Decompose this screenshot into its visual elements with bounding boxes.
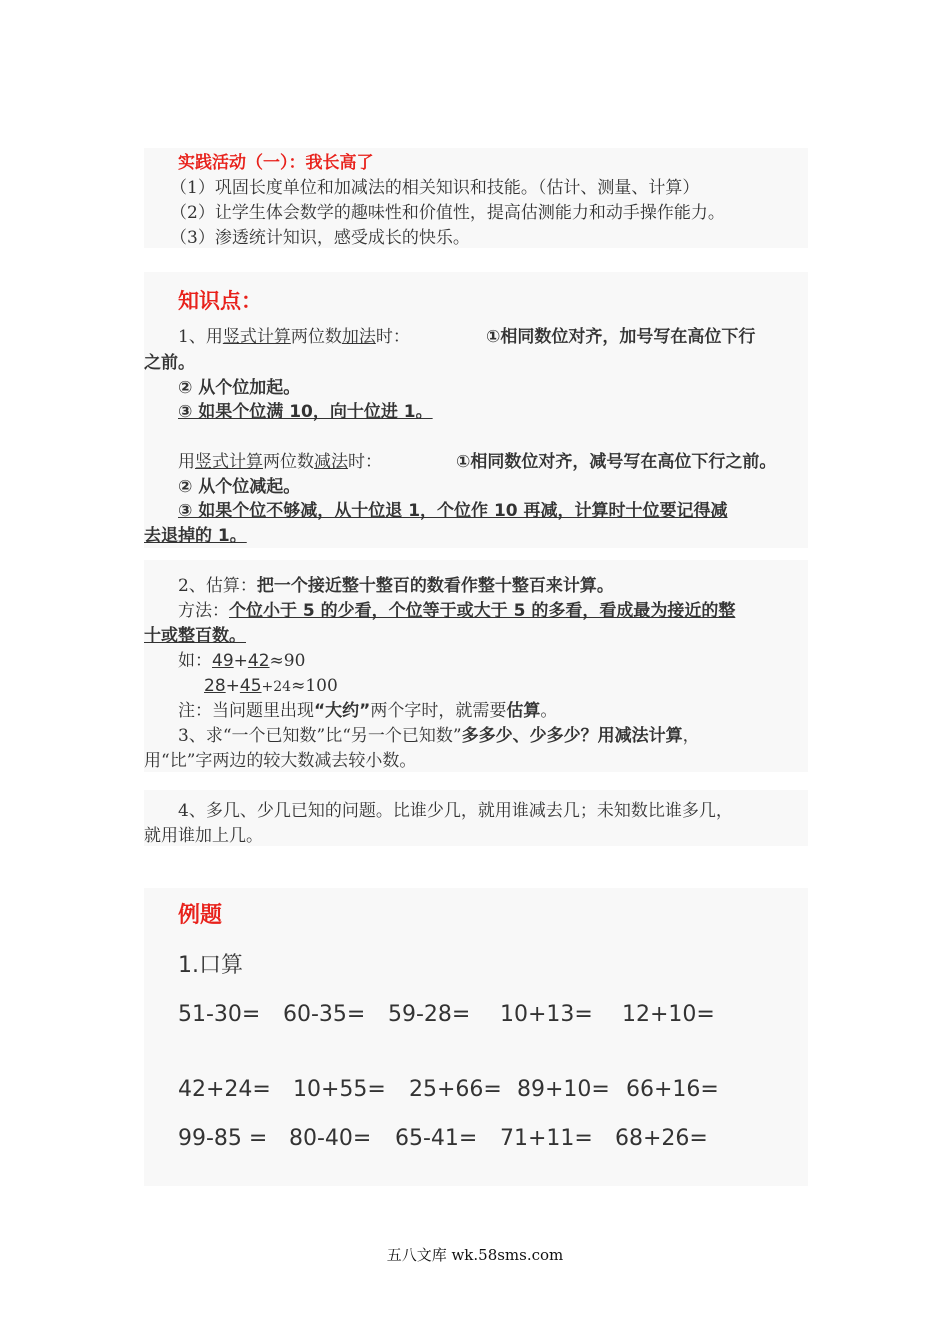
compare-c: ， bbox=[682, 726, 700, 746]
subtraction-rule-3a: ③ 如果个位不够减，从十位退 1，个位作 10 再减，计算时十位要记得减 bbox=[178, 501, 728, 521]
subtraction-rule-2: ② 从个位减起。 bbox=[178, 477, 301, 497]
example-2-op: + bbox=[225, 676, 240, 696]
problem-r2-c4: 89+10= bbox=[517, 1077, 610, 1102]
subtraction-intro-u2: 减法 bbox=[314, 452, 348, 472]
example-2-n1: 28 bbox=[204, 676, 226, 696]
problem-r3-c5: 68+26= bbox=[615, 1126, 708, 1151]
addition-rule-2: ② 从个位加起。 bbox=[178, 378, 301, 398]
problem-r1-c2: 60-35= bbox=[283, 1002, 366, 1027]
estimation-note bbox=[178, 699, 557, 723]
addition-intro-c: 时： bbox=[375, 327, 410, 347]
more-less-rule-cont: 就用谁加上几。 bbox=[144, 826, 263, 846]
addition-rule-1a: ①相同数位对齐，加号写在高位下行 bbox=[486, 327, 756, 347]
compare-b: 多多少、少多少？用减法计算 bbox=[461, 726, 683, 746]
activity-goal-3: （3）渗透统计知识，感受成长的快乐。 bbox=[170, 228, 470, 248]
activity-goal-2: （2）让学生体会数学的趣味性和价值性，提高估测能力和动手操作能力。 bbox=[170, 203, 725, 223]
addition-rule-1b: 之前。 bbox=[144, 353, 195, 373]
example-1-result: ≈90 bbox=[269, 651, 306, 671]
estimation-intro bbox=[178, 574, 614, 598]
more-less-rule: 4、多几、少几已知的问题。比谁少几，就用谁减去几；未知数比谁多几， bbox=[178, 801, 733, 821]
problem-r3-c1: 99-85 = bbox=[178, 1126, 268, 1151]
estimation-method bbox=[178, 599, 735, 623]
compare-rule bbox=[178, 724, 700, 748]
knowledge-title: 知识点： bbox=[178, 289, 262, 313]
activity-title: 实践活动（一）：我长高了 bbox=[178, 153, 374, 173]
problem-r2-c2: 10+55= bbox=[293, 1077, 386, 1102]
example-label: 如： bbox=[178, 651, 212, 671]
example-1-op: + bbox=[233, 651, 248, 671]
estimation-definition: 把一个接近整十整百的数看作整十整百来计算。 bbox=[256, 576, 614, 596]
example-2-n3: +24 bbox=[261, 679, 292, 695]
example-1-n2: 42 bbox=[247, 651, 270, 671]
footer-watermark: 五八文库 wk.58sms.com bbox=[386, 1246, 564, 1264]
subtraction-intro-c: 时： bbox=[348, 452, 382, 472]
estimation-method-text: 个位小于 5 的少看，个位等于或大于 5 的多看，看成最为接近的整 bbox=[229, 601, 736, 621]
problem-r1-c3: 59-28= bbox=[388, 1002, 471, 1027]
compare-rule-cont: 用“比”字两边的较大数减去较小数。 bbox=[144, 751, 417, 771]
estimation-method-cont: 十或整百数。 bbox=[144, 626, 246, 646]
subtraction-intro-u1: 竖式计算 bbox=[195, 452, 263, 472]
compare-a: 3、求“一个已知数”比“另一个已知数” bbox=[178, 726, 462, 746]
estimation-example-2 bbox=[204, 674, 338, 699]
addition-rule-3: ③ 如果个位满 10，向十位进 1。 bbox=[178, 402, 433, 422]
problem-r3-c3: 65-41= bbox=[395, 1126, 478, 1151]
note-b: “大约” bbox=[314, 701, 371, 721]
note-a: 注：当问题里出现 bbox=[178, 701, 314, 721]
problem-r1-c1: 51-30= bbox=[178, 1002, 261, 1027]
activity-goal-1: （1）巩固长度单位和加减法的相关知识和技能。（估计、测量、计算） bbox=[170, 178, 700, 198]
problem-r3-c4: 71+11= bbox=[500, 1126, 593, 1151]
note-d: 估算 bbox=[506, 701, 541, 721]
addition-intro-b: 两位数 bbox=[290, 327, 342, 347]
subtraction-intro bbox=[178, 450, 382, 474]
estimation-label: 2、估算： bbox=[178, 576, 257, 596]
estimation-example-1 bbox=[178, 649, 305, 673]
example-2-result: ≈100 bbox=[291, 676, 338, 696]
problem-r3-c2: 80-40= bbox=[289, 1126, 372, 1151]
problem-r1-c5: 12+10= bbox=[622, 1002, 715, 1027]
subtraction-rule-3b: 去退掉的 1。 bbox=[144, 526, 247, 546]
subtraction-rule-1: ①相同数位对齐，减号写在高位下行之前。 bbox=[456, 452, 777, 472]
subtraction-intro-b: 两位数 bbox=[263, 452, 314, 472]
note-e: 。 bbox=[540, 701, 558, 721]
example-2-n2: 45 bbox=[239, 676, 262, 696]
problem-r2-c5: 66+16= bbox=[626, 1077, 719, 1102]
examples-title: 例题 bbox=[178, 903, 223, 928]
addition-intro-a: 1、用 bbox=[178, 327, 223, 347]
addition-intro-u1: 竖式计算 bbox=[222, 327, 291, 347]
note-c: 两个字时，就需要 bbox=[370, 701, 507, 721]
problem-r1-c4: 10+13= bbox=[500, 1002, 593, 1027]
problem-r2-c1: 42+24= bbox=[178, 1077, 271, 1102]
addition-intro bbox=[178, 325, 410, 349]
addition-intro-u2: 加法 bbox=[341, 327, 376, 347]
estimation-method-label: 方法： bbox=[178, 601, 229, 621]
examples-subtitle: 1.口算 bbox=[178, 953, 243, 978]
example-1-n1: 49 bbox=[212, 651, 234, 671]
problem-r2-c3: 25+66= bbox=[409, 1077, 502, 1102]
subtraction-intro-a: 用 bbox=[178, 452, 195, 472]
